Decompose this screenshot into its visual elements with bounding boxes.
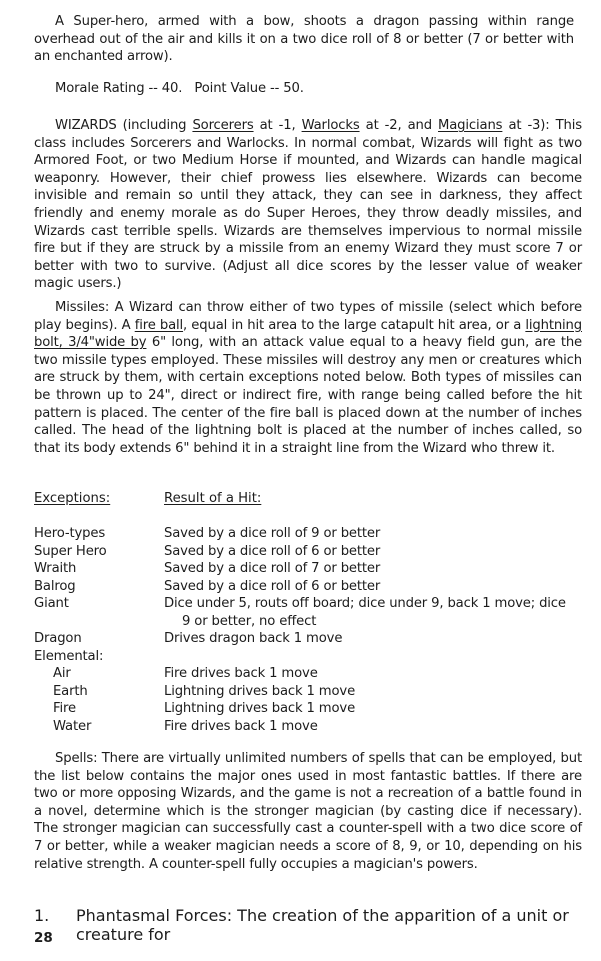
exception-row [34,683,594,701]
wizards-paragraph [34,117,582,293]
exception-name: Water [53,718,92,734]
wizards-rest: at -3): This class includes Sorcerers and Warlocks. In normal combat, Wizards will fight as two Armored Foot, or two Medium Horse if mounted, and Wizards can handle magical weaponry. However, their chief prowess lies elsewhere. Wizards can become invisible and remain so until they attack, they can see in darkness, they affect friendly and enemy morale as do Super Heroes, they throw deadly missiles, and Wizards cast terrible spells. Wizards are themselves impervious to normal missile fire but if they are struck by a missile from an enemy Wizard they must score 7 or better with two to survive. (Adjust all dice scores by the lesser value of weaker magic users.) [34,118,582,292]
exception-name: Earth [53,683,88,699]
wizards-lead: WIZARDS (including [55,118,193,133]
wizards-mid-1: at -1, [253,118,302,133]
exception-name: Giant [34,596,69,611]
sorcerers-term: Sorcerers [192,118,254,133]
missiles-mid: , equal in hit area to the large catapult hit area, or a [183,317,526,333]
exception-result-text: Saved by a dice roll of 9 or better [164,526,381,541]
exception-result [164,578,594,596]
exception-name: Dragon [34,631,82,646]
spell-item-text: Phantasmal Forces: The creation of the apparition of a unit or creature for [76,906,569,944]
exception-row [34,595,594,630]
exception-row [34,543,594,561]
result-heading: Result of a Hit: [164,491,262,506]
exception-result [164,525,594,543]
lightning-bolt-term: lightning bolt, 3/4"wide by [34,317,582,351]
exception-name: Air [53,666,71,681]
page-number: 28 [34,930,53,946]
exception-result [164,630,594,648]
exception-row [34,700,594,718]
spells-paragraph: Spells: There are virtually unlimited numbers of spells that can be employed, but the list below contains the major ones used in most fantastic battles. If there are two or more opposing Wizards, and the game is not a recreation of a battle found in a novel, determine which is the stronger magician (by casting dice if necessary). The stronger magician can successfully cast a counter-spell with a two dice score of 7 or better, while a weaker magician needs a score of 8, 9, or 10, depending on his relative strength. A counter-spell fully occupies a magician's powers. [34,751,582,872]
wizards-mid-2: at -2, and [359,118,439,133]
missiles-paragraph [34,299,582,457]
exception-name: Fire [53,701,76,716]
exception-row [34,648,594,666]
exception-name: Balrog [34,578,76,594]
exceptions-table [34,525,594,735]
exception-result [164,648,594,666]
magicians-term: Magicians [438,118,503,133]
exception-result [164,595,594,630]
exception-result [164,700,594,718]
exception-result-text: Saved by a dice roll of 6 or better [164,543,381,559]
missiles-rest: 6" long, with an attack value equal to a heavy field gun, are the two missile types employed. These missiles will destroy any men or creatures which are struck by them, with certain exceptions noted below. Both types of missiles can be thrown up to 24", direct or indirect fire, with range being called before the hit pattern is placed. The center of the fire ball is placed down at the number of inches called. The head of the lightning bolt is placed at the number of inches called, so that its body extends 6" behind it in a straight line from the Wizard who threw it. [34,335,583,456]
exception-row [34,560,594,578]
missiles-lead: Missiles: A Wizard can throw either of two types of missile (select which before play begins). A [34,300,582,333]
exception-row [34,525,594,543]
spell-item-1 [34,906,594,944]
exceptions-heading: Exceptions: [34,491,111,506]
exception-row [34,665,594,683]
exception-name: Hero-types [34,526,106,541]
exception-result [164,718,594,736]
fire-ball-term: fire ball [134,317,184,333]
warlocks-term: Warlocks [301,118,360,133]
exception-result-text: Saved by a dice roll of 6 or better [164,578,381,594]
exception-name: Wraith [34,561,77,576]
exception-row [34,578,594,596]
ratings-line: Morale Rating -- 40. Point Value -- 50. [55,81,304,96]
exception-result [164,543,594,561]
exception-result-text: Drives dragon back 1 move [164,631,343,646]
super-hero-paragraph: A Super-hero, armed with a bow, shoots a dragon passing within range overhead out of the air and kills it on a two dice roll of 8 or better (7 or better with an enchanted arrow). [34,14,574,65]
exception-name: Elemental: [34,648,104,664]
exception-result-continuation: 9 or better, no effect [182,613,317,629]
exception-name: Super Hero [34,543,107,559]
exception-result [164,560,594,578]
exception-result-text: Fire drives back 1 move [164,718,318,734]
spell-item-number: 1. [34,906,50,925]
exception-result-text: Lightning drives back 1 move [164,701,356,716]
exception-row [34,718,594,736]
exception-result [164,683,594,701]
exception-result-text: Lightning drives back 1 move [164,683,356,699]
exception-result-text: Fire drives back 1 move [164,666,318,681]
exception-row [34,630,594,648]
exception-result-text: Dice under 5, routs off board; dice under 9, back 1 move; dice [164,596,566,611]
exception-result-text: Saved by a dice roll of 7 or better [164,561,381,576]
exception-result [164,665,594,683]
